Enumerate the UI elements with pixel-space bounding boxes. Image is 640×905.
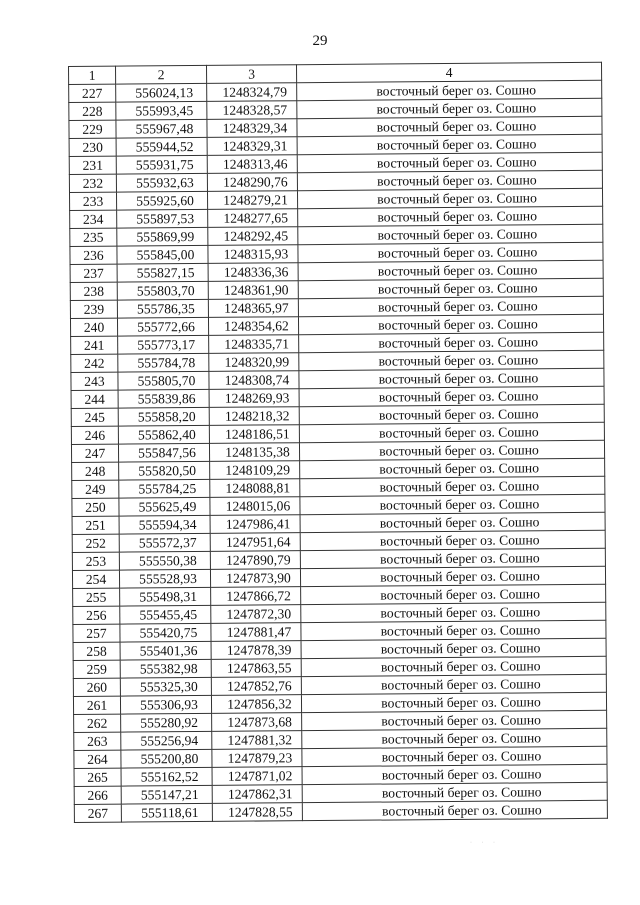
coordinates-table xyxy=(68,62,608,823)
cell-point-number: 239 xyxy=(70,300,117,318)
cell-coordinate-x: 555862,40 xyxy=(118,425,209,444)
cell-description: восточный берег оз. Сошно xyxy=(302,782,607,802)
cell-coordinate-x: 555200,80 xyxy=(121,749,212,768)
cell-coordinate-y: 1247951,64 xyxy=(210,533,300,552)
cell-coordinate-y: 1248329,34 xyxy=(207,119,297,138)
table-body xyxy=(69,80,608,822)
cell-point-number: 253 xyxy=(72,552,119,570)
cell-coordinate-x: 555847,56 xyxy=(118,443,209,462)
cell-description: восточный берег оз. Сошно xyxy=(298,206,603,226)
coordinates-table-container xyxy=(68,62,607,823)
cell-coordinate-x: 555773,17 xyxy=(118,335,209,354)
cell-description: восточный берег оз. Сошно xyxy=(300,476,605,496)
cell-point-number: 247 xyxy=(71,444,118,462)
cell-point-number: 227 xyxy=(69,84,116,102)
cell-coordinate-y: 1248015,06 xyxy=(210,497,300,516)
cell-coordinate-y: 1247871,02 xyxy=(212,767,302,786)
cell-description: восточный берег оз. Сошно xyxy=(302,800,607,820)
cell-description: восточный берег оз. Сошно xyxy=(301,674,606,694)
cell-coordinate-y: 1248277,65 xyxy=(208,209,298,228)
cell-coordinate-y: 1247828,55 xyxy=(212,803,302,822)
cell-coordinate-x: 555993,45 xyxy=(116,101,207,120)
cell-description: восточный берег оз. Сошно xyxy=(297,170,602,190)
cell-coordinate-y: 1247873,90 xyxy=(210,569,300,588)
cell-description: восточный берег оз. Сошно xyxy=(297,188,602,208)
cell-coordinate-x: 555528,93 xyxy=(119,569,210,588)
cell-point-number: 232 xyxy=(69,174,116,192)
cell-description: восточный берег оз. Сошно xyxy=(300,548,605,568)
cell-coordinate-y: 1248328,57 xyxy=(207,101,297,120)
cell-coordinate-x: 555325,30 xyxy=(120,677,211,696)
table-row xyxy=(74,800,607,822)
cell-point-number: 243 xyxy=(71,372,118,390)
cell-description: восточный берег оз. Сошно xyxy=(302,746,607,766)
cell-coordinate-x: 555420,75 xyxy=(120,623,211,642)
cell-coordinate-x: 555944,52 xyxy=(116,137,207,156)
cell-coordinate-x: 555967,48 xyxy=(116,119,207,138)
cell-description: восточный берег оз. Сошно xyxy=(300,512,605,532)
cell-coordinate-x: 555280,92 xyxy=(121,713,212,732)
cell-coordinate-y: 1248218,32 xyxy=(209,407,299,426)
cell-coordinate-y: 1247852,76 xyxy=(211,677,301,696)
cell-coordinate-x: 555382,98 xyxy=(120,659,211,678)
cell-point-number: 256 xyxy=(73,606,120,624)
cell-coordinate-y: 1247879,23 xyxy=(212,749,302,768)
cell-description: восточный берег оз. Сошно xyxy=(297,134,602,154)
header-col-3: 3 xyxy=(206,65,296,84)
cell-description: восточный берег оз. Сошно xyxy=(302,710,607,730)
cell-point-number: 240 xyxy=(70,318,117,336)
cell-coordinate-x: 555772,66 xyxy=(117,317,208,336)
cell-coordinate-y: 1247881,32 xyxy=(212,731,302,750)
cell-coordinate-x: 555869,99 xyxy=(117,227,208,246)
cell-description: восточный берег оз. Сошно xyxy=(301,584,606,604)
cell-coordinate-y: 1247881,47 xyxy=(211,623,301,642)
cell-point-number: 249 xyxy=(72,480,119,498)
cell-point-number: 263 xyxy=(74,732,121,750)
cell-coordinate-x: 555897,53 xyxy=(117,209,208,228)
cell-coordinate-y: 1248315,93 xyxy=(208,245,298,264)
cell-point-number: 255 xyxy=(73,588,120,606)
cell-coordinate-x: 555932,63 xyxy=(116,173,207,192)
cell-description: восточный берег оз. Сошно xyxy=(301,620,606,640)
cell-point-number: 248 xyxy=(72,462,119,480)
cell-description: восточный берег оз. Сошно xyxy=(298,278,603,298)
cell-coordinate-y: 1248088,81 xyxy=(210,479,300,498)
cell-coordinate-y: 1247856,32 xyxy=(211,695,301,714)
cell-description: восточный берег оз. Сошно xyxy=(299,368,604,388)
cell-description: восточный берег оз. Сошно xyxy=(299,422,604,442)
cell-point-number: 251 xyxy=(72,516,119,534)
cell-coordinate-x: 556024,13 xyxy=(116,83,207,102)
cell-point-number: 237 xyxy=(70,264,117,282)
cell-coordinate-x: 555845,00 xyxy=(117,245,208,264)
cell-coordinate-y: 1248269,93 xyxy=(209,389,299,408)
cell-coordinate-y: 1248324,79 xyxy=(207,83,297,102)
cell-coordinate-y: 1248320,99 xyxy=(209,353,299,372)
cell-point-number: 264 xyxy=(74,750,121,768)
cell-coordinate-x: 555306,93 xyxy=(120,695,211,714)
cell-description: восточный берег оз. Сошно xyxy=(300,494,605,514)
cell-coordinate-x: 555820,50 xyxy=(119,461,210,480)
cell-coordinate-y: 1247890,79 xyxy=(210,551,300,570)
cell-coordinate-x: 555147,21 xyxy=(121,785,212,804)
cell-point-number: 229 xyxy=(69,120,116,138)
cell-coordinate-y: 1247873,68 xyxy=(212,713,302,732)
cell-description: восточный берег оз. Сошно xyxy=(302,728,607,748)
header-col-4: 4 xyxy=(296,62,601,82)
cell-coordinate-y: 1248308,74 xyxy=(209,371,299,390)
cell-point-number: 254 xyxy=(72,570,119,588)
cell-coordinate-y: 1248361,90 xyxy=(208,281,298,300)
cell-point-number: 258 xyxy=(73,642,120,660)
cell-point-number: 245 xyxy=(71,408,118,426)
cell-description: восточный берег оз. Сошно xyxy=(301,602,606,622)
cell-point-number: 261 xyxy=(73,696,120,714)
cell-point-number: 231 xyxy=(69,156,116,174)
cell-description: восточный берег оз. Сошно xyxy=(299,386,604,406)
cell-coordinate-y: 1248335,71 xyxy=(209,335,299,354)
cell-description: восточный берег оз. Сошно xyxy=(298,224,603,244)
cell-coordinate-x: 555625,49 xyxy=(119,497,210,516)
cell-description: восточный берег оз. Сошно xyxy=(297,152,602,172)
cell-coordinate-x: 555786,35 xyxy=(117,299,208,318)
cell-point-number: 241 xyxy=(71,336,118,354)
cell-description: восточный берег оз. Сошно xyxy=(298,296,603,316)
cell-coordinate-x: 555784,78 xyxy=(118,353,209,372)
cell-coordinate-x: 555455,45 xyxy=(120,605,211,624)
cell-point-number: 230 xyxy=(69,138,116,156)
cell-point-number: 233 xyxy=(69,192,116,210)
cell-point-number: 238 xyxy=(70,282,117,300)
cell-point-number: 242 xyxy=(71,354,118,372)
cell-coordinate-y: 1248336,36 xyxy=(208,263,298,282)
cell-description: восточный берег оз. Сошно xyxy=(297,98,602,118)
cell-description: восточный берег оз. Сошно xyxy=(301,638,606,658)
cell-coordinate-y: 1248135,38 xyxy=(209,443,299,462)
cell-description: восточный берег оз. Сошно xyxy=(300,458,605,478)
cell-coordinate-x: 555925,60 xyxy=(116,191,207,210)
cell-description: восточный берег оз. Сошно xyxy=(300,530,605,550)
cell-coordinate-y: 1247863,55 xyxy=(211,659,301,678)
cell-coordinate-y: 1248292,45 xyxy=(208,227,298,246)
cell-coordinate-x: 555550,38 xyxy=(119,551,210,570)
cell-point-number: 235 xyxy=(70,228,117,246)
cell-description: восточный берег оз. Сошно xyxy=(299,350,604,370)
cell-coordinate-x: 555498,31 xyxy=(120,587,211,606)
cell-coordinate-y: 1247862,31 xyxy=(212,785,302,804)
cell-coordinate-x: 555805,70 xyxy=(118,371,209,390)
cell-description: восточный берег оз. Сошно xyxy=(297,116,602,136)
cell-point-number: 250 xyxy=(72,498,119,516)
cell-coordinate-y: 1248313,46 xyxy=(207,155,297,174)
cell-point-number: 265 xyxy=(74,768,121,786)
cell-coordinate-x: 555784,25 xyxy=(119,479,210,498)
cell-coordinate-y: 1247872,30 xyxy=(211,605,301,624)
cell-description: восточный берег оз. Сошно xyxy=(298,260,603,280)
cell-point-number: 236 xyxy=(70,246,117,264)
cell-point-number: 260 xyxy=(73,678,120,696)
header-col-1: 1 xyxy=(69,66,116,84)
cell-coordinate-y: 1248354,62 xyxy=(208,317,298,336)
cell-description: восточный берег оз. Сошно xyxy=(298,314,603,334)
cell-description: восточный берег оз. Сошно xyxy=(299,440,604,460)
cell-coordinate-y: 1248290,76 xyxy=(207,173,297,192)
header-col-2: 2 xyxy=(116,65,207,84)
cell-coordinate-x: 555803,70 xyxy=(117,281,208,300)
cell-coordinate-y: 1248365,97 xyxy=(208,299,298,318)
cell-coordinate-y: 1248109,29 xyxy=(210,461,300,480)
cell-description: восточный берег оз. Сошно xyxy=(299,332,604,352)
cell-coordinate-y: 1247878,39 xyxy=(211,641,301,660)
scan-artifact: · · · xyxy=(470,840,499,846)
cell-coordinate-x: 555858,20 xyxy=(118,407,209,426)
cell-coordinate-y: 1247986,41 xyxy=(210,515,300,534)
cell-coordinate-y: 1248279,21 xyxy=(207,191,297,210)
cell-point-number: 266 xyxy=(74,786,121,804)
cell-coordinate-x: 555162,52 xyxy=(121,767,212,786)
cell-coordinate-x: 555931,75 xyxy=(116,155,207,174)
page-number: 29 xyxy=(312,33,328,49)
cell-description: восточный берег оз. Сошно xyxy=(298,242,603,262)
cell-coordinate-x: 555401,36 xyxy=(120,641,211,660)
cell-coordinate-x: 555827,15 xyxy=(117,263,208,282)
cell-description: восточный берег оз. Сошно xyxy=(297,80,602,100)
cell-coordinate-y: 1247866,72 xyxy=(211,587,301,606)
cell-coordinate-x: 555572,37 xyxy=(119,533,210,552)
cell-point-number: 252 xyxy=(72,534,119,552)
cell-point-number: 228 xyxy=(69,102,116,120)
cell-description: восточный берег оз. Сошно xyxy=(302,764,607,784)
cell-point-number: 244 xyxy=(71,390,118,408)
cell-description: восточный берег оз. Сошно xyxy=(300,566,605,586)
cell-coordinate-y: 1248329,31 xyxy=(207,137,297,156)
cell-point-number: 259 xyxy=(73,660,120,678)
cell-description: восточный берег оз. Сошно xyxy=(301,692,606,712)
cell-point-number: 262 xyxy=(74,714,121,732)
cell-coordinate-x: 555256,94 xyxy=(121,731,212,750)
cell-point-number: 246 xyxy=(71,426,118,444)
cell-point-number: 257 xyxy=(73,624,120,642)
cell-description: восточный берег оз. Сошно xyxy=(299,404,604,424)
cell-coordinate-y: 1248186,51 xyxy=(209,425,299,444)
cell-coordinate-x: 555118,61 xyxy=(121,803,212,822)
cell-coordinate-x: 555594,34 xyxy=(119,515,210,534)
cell-point-number: 267 xyxy=(74,804,121,822)
cell-description: восточный берег оз. Сошно xyxy=(301,656,606,676)
cell-coordinate-x: 555839,86 xyxy=(118,389,209,408)
cell-point-number: 234 xyxy=(70,210,117,228)
